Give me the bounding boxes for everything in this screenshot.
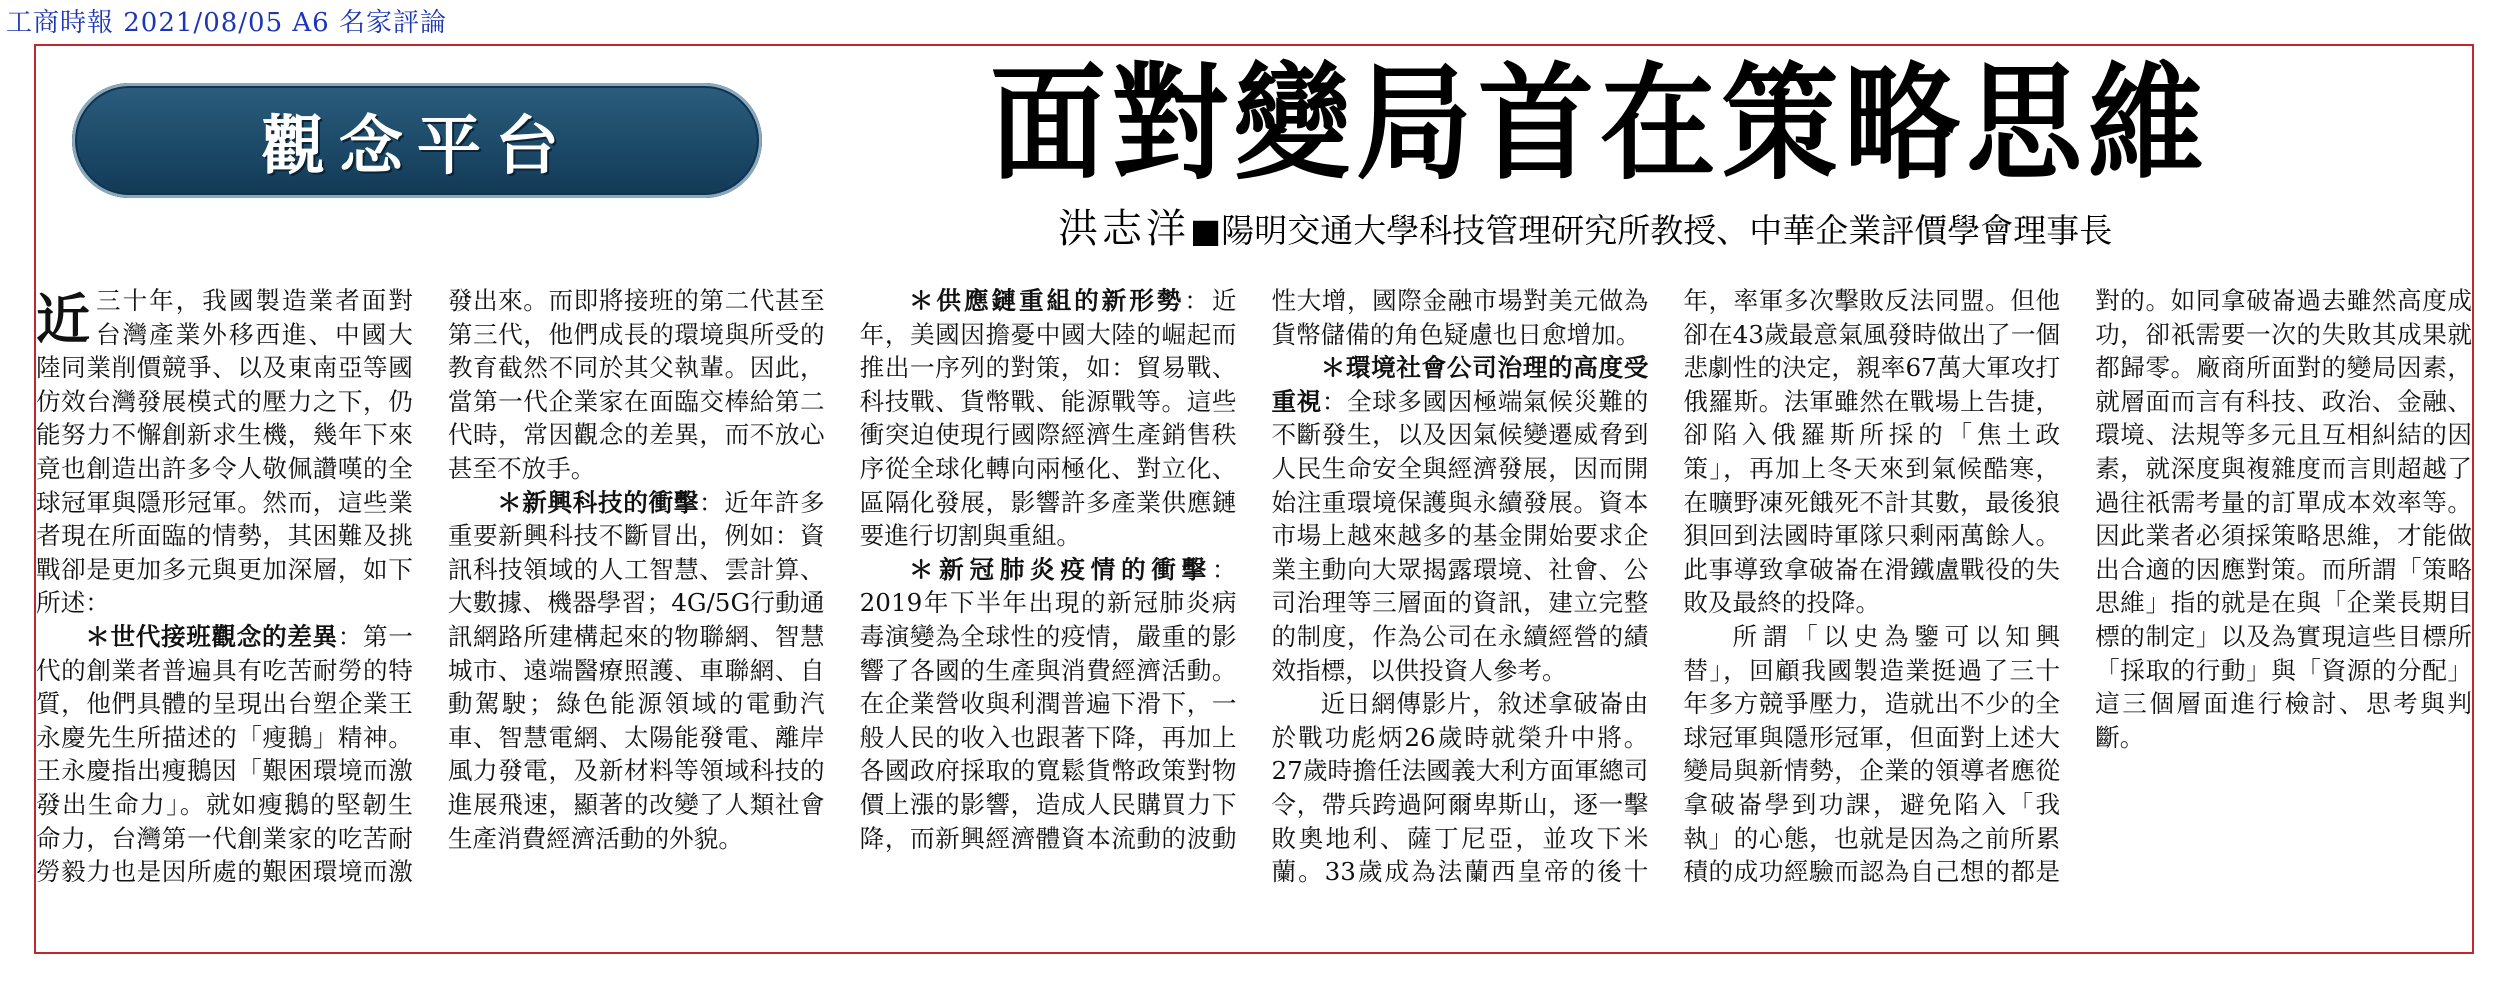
paragraph	[36, 284, 413, 620]
paragraph-text: ：近年，美國因擔憂中國大陸的崛起而推出一序列的對策，如：貿易戰、科技戰、貨幣戰、能源戰等。這些衝突迫使現行國際經濟生產銷售秩序從全球化轉向兩極化、對立化、區隔化發展，影響許多產業供應鏈要進行切割與重組。	[859, 286, 1237, 551]
column-badge-label: 觀念平台	[261, 108, 573, 184]
subheading: ＊供應鏈重組的新形勢	[908, 286, 1185, 315]
column-badge	[72, 83, 762, 198]
paragraph-text: 所謂「以史為鑒可以知興替」，回顧我國製造業挺過了三十年多方競爭壓力，造就出不少的全球冠軍與隱形冠軍，但面對上述大變局與新情勢，企業的領導者應從拿破崙學到功課，避免陷入「我執」的心態，也就是因為之前所累積的成功經驗而認為自己想的都是對的。如同拿破崙過去雖然高度成功，卻祇需要一次的失敗其成果就都歸零。廠商所面對的變局因素，就層面而言有科技、政治、金融、環境、法規等多元且互相糾結的因素，就深度與複雜度而言則超越了過往祇需考量的訂單成本效率等。因此業者必須採策略思維，才能做出合適的因應對策。而所謂「策略思維」指的就是在與「企業長期目標的制定」以及為實現這些目標所「採取的行動」與「資源的分配」這三個層面進行檢討、思考與判斷。	[1683, 286, 2472, 887]
paragraph	[860, 284, 1237, 553]
drop-cap: 近	[36, 287, 90, 351]
byline-author: 洪志洋	[1058, 206, 1190, 252]
headline: 面對變局首在策略思維	[990, 51, 2210, 198]
subheading: ＊新興科技的衝擊	[497, 487, 700, 517]
byline-affiliation: 陽明交通大學科技管理研究所教授、中華企業評價學會理事長	[1221, 211, 2113, 250]
paragraph-text: ：2019年下半年出現的新冠肺炎病毒演變為全球性的疫情，嚴重的影響了各國的生產與消費經濟活動。在企業營收與利潤普遍下滑下，一般人民的收入也跟著下降，再加上各國政府採取的寬鬆貨幣政策對物價上漲的影響，造成人民購買力下降，而新興經濟體資本流動的波動性大增，國際金融市場對美元做為貨幣儲備的角色疑慮也日愈增加。	[859, 286, 1649, 853]
paragraph-text: 近日網傳影片，敘述拿破崙由於戰功彪炳26歲時就榮升中將。27歲時擔任法國義大利方面軍總司令，帶兵跨過阿爾卑斯山，逐一擊敗奧地利、薩丁尼亞，並攻下米蘭。33歲成為法蘭西皇帝的後十年，率軍多次擊敗反法同盟。但他卻在43歲最意氣風發時做出了一個悲劇性的決定，親率67萬大軍攻打俄羅斯。法軍雖然在戰場上告捷，卻陷入俄羅斯所採的「焦土政策」，再加上冬天來到氣候酷寒，在曠野凍死餓死不計其數，最後狼狽回到法國時軍隊只剩兩萬餘人。此事導致拿破崙在滑鐵盧戰役的失敗及最終的投降。	[1271, 286, 2061, 887]
subheading: ＊環境社會公司治理的高度受重視	[1271, 353, 1649, 416]
byline	[1058, 207, 2112, 253]
article-body	[36, 284, 2472, 952]
paragraph-text: 三十年，我國製造業者面對台灣產業外移西進、中國大陸同業削價競爭、以及東南亞等國仿效台灣發展模式的壓力之下，仍能努力不懈創新求生機，幾年下來竟也創造出許多令人敬佩讚嘆的全球冠軍與隱形冠軍。然而，這些業者現在所面臨的情勢，其困難及挑戰卻是更加多元與更加深層，如下所述：	[36, 286, 413, 618]
subheading: ＊世代接班觀念的差異	[85, 621, 338, 651]
paragraph-text: ：全球多國因極端氣候災難的不斷發生，以及因氣候變遷威脅到人民生命安全與經濟發展，因而開始注重環境保護與永續發展。資本市場上越來越多的基金開始要求企業主動向大眾揭露環境、社會、公司治理等三層面的資訊，建立完整的制度，作為公司在永續經營的績效指標，以供投資人參考。	[1271, 386, 1649, 685]
subheading: ＊新冠肺炎疫情的衝擊	[908, 554, 1212, 584]
byline-marker: ■	[1190, 211, 1222, 250]
paragraph-text: ：近年許多重要新興科技不斷冒出，例如：資訊科技領域的人工智慧、雲計算、大數據、機器學習；4G/5G行動通訊網路所建構起來的物聯網、智慧城市、遠端醫療照護、車聯網、自動駕駛；綠色能源領域的電動汽車、智慧電網、太陽能發電、離岸風力發電，及新材料等領域科技的進展飛速，顯著的改變了人類社會生產消費經濟活動的外貌。	[447, 487, 825, 853]
masthead: 工商時報 2021/08/05 A6 名家評論	[6, 8, 447, 38]
paragraph	[1271, 351, 1648, 687]
paragraph-text: ：第一代的創業者普遍具有吃苦耐勞的特質，他們具體的呈現出台塑企業王永慶先生所描述的「瘦鵝」精神。王永慶指出瘦鵝因「艱困環境而激發出生命力」。就如瘦鵝的堅韌生命力，台灣第一代創業家的吃苦耐勞毅力也是因所處的艱困環境而激發出來。而即將接班的第二代甚至第三代，他們成長的環境與所受的教育截然不同於其父執輩。因此，當第一代企業家在面臨交棒給第二代時，常因觀念的差異，而不放心甚至不放手。	[36, 286, 825, 887]
paragraph	[448, 486, 825, 856]
